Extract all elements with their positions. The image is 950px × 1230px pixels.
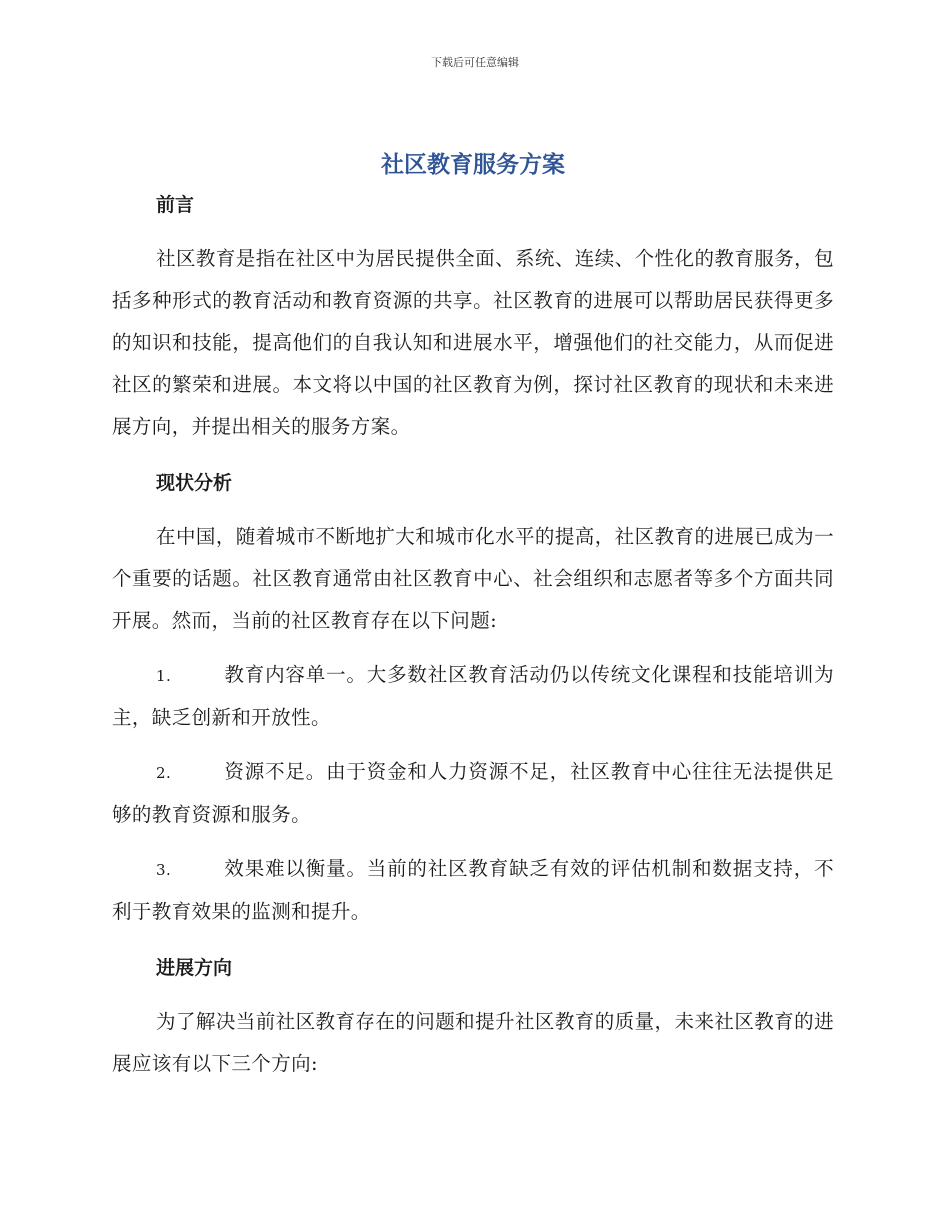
list-item	[112, 751, 834, 836]
intro-paragraph: 社区教育是指在社区中为居民提供全面、系统、连续、个性化的教育服务，包括多种形式的教育活动和教育资源的共享。社区教育的进展可以帮助居民获得更多的知识和技能，提高他们的自我认知和进展水平，增强他们的社交能力，从而促进社区的繁荣和进展。本文将以中国的社区教育为例，探讨社区教育的现状和未来进展方向，并提出相关的服务方案。	[112, 247, 834, 438]
list-item-number: 2.	[156, 764, 172, 782]
list-item	[112, 848, 834, 933]
list-item-text: 教育内容单一。大多数社区教育活动仍以传统文化课程和技能培训为主，缺乏创新和开放性。	[112, 663, 834, 729]
section-heading-direction: 进展方向	[156, 957, 233, 979]
list-item-text: 效果难以衡量。当前的社区教育缺乏有效的评估机制和数据支持，不利于教育效果的监测和提升。	[112, 857, 834, 923]
section-heading-intro: 前言	[156, 194, 195, 216]
section-heading-status: 现状分析	[156, 472, 233, 494]
direction-paragraph: 为了解决当前社区教育存在的问题和提升社区教育的质量，未来社区教育的进展应该有以下三个方向:	[112, 1010, 834, 1075]
status-paragraph: 在中国，随着城市不断地扩大和城市化水平的提高，社区教育的进展已成为一个重要的话题。社区教育通常由社区教育中心、社会组织和志愿者等多个方面共同开展。然而，当前的社区教育存在以下问题:	[112, 525, 834, 632]
document-body	[112, 146, 834, 1085]
list-item	[112, 654, 834, 739]
list-item-number: 1.	[156, 667, 172, 685]
document-title: 社区教育服务方案	[381, 152, 565, 178]
list-item-text: 资源不足。由于资金和人力资源不足，社区教育中心往往无法提供足够的教育资源和服务。	[112, 760, 834, 826]
list-item-number: 3.	[156, 861, 172, 879]
header-note: 下载后可任意编辑	[431, 56, 519, 69]
